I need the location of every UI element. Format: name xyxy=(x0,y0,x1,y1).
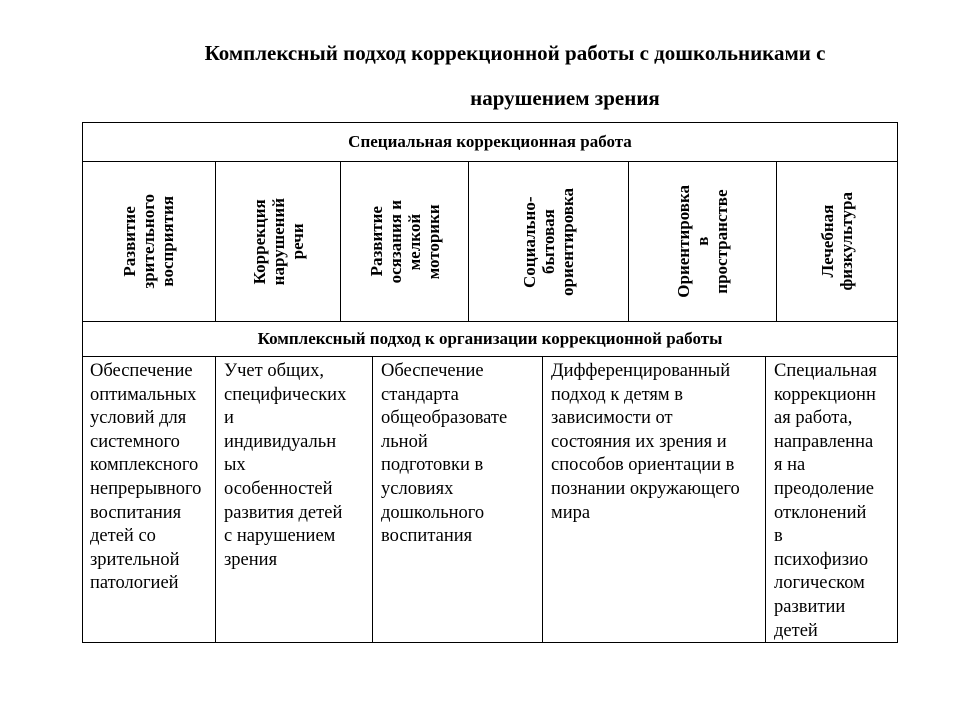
direction-cell xyxy=(341,162,468,321)
direction-cell xyxy=(777,162,897,321)
direction-cell xyxy=(469,162,628,321)
direction-cell xyxy=(216,162,340,321)
direction-label: Социально- бытовая ориентировка xyxy=(520,187,577,296)
approach-cell: Специальная коррекционн ая работа, направленна я на преодоление отклонений в психофизио логическом развитии детей xyxy=(774,361,877,641)
direction-label: Развитие зрительного восприятия xyxy=(120,194,177,289)
direction-label: Развитие осязания и мелкой моторики xyxy=(366,199,443,284)
direction-label: Ориентировка в пространстве xyxy=(674,185,731,298)
approach-header: Комплексный подход к организации коррекционной работы xyxy=(257,329,723,348)
table-divider xyxy=(82,321,898,322)
section-header: Специальная коррекционная работа xyxy=(348,132,632,151)
approach-cell: Обеспечение оптимальных условий для системного комплексного непрерывного воспитания детей со зрительной патологией xyxy=(90,361,202,594)
direction-cell xyxy=(629,162,776,321)
direction-label: Коррекция нарушений речи xyxy=(249,197,307,286)
table-divider xyxy=(82,356,898,357)
title-line-1: Комплексный подход коррекционной работы с дошкольниками с xyxy=(204,41,826,65)
table-border-top xyxy=(82,122,898,123)
direction-label: Лечебная физкультура xyxy=(818,192,856,291)
approach-cell: Дифференцированный подход к детям в зависимости от состояния их зрения и способов ориентации в познании окружающего мира xyxy=(551,361,740,523)
direction-cell xyxy=(82,162,215,321)
approach-cell: Учет общих, специфических и индивидуальн ых особенностей развития детей с нарушением зрения xyxy=(224,361,347,570)
title-line-2: нарушением зрения xyxy=(470,86,660,110)
approach-cell: Обеспечение стандарта общеобразовате льной подготовки в условиях дошкольного воспитания xyxy=(381,361,508,547)
